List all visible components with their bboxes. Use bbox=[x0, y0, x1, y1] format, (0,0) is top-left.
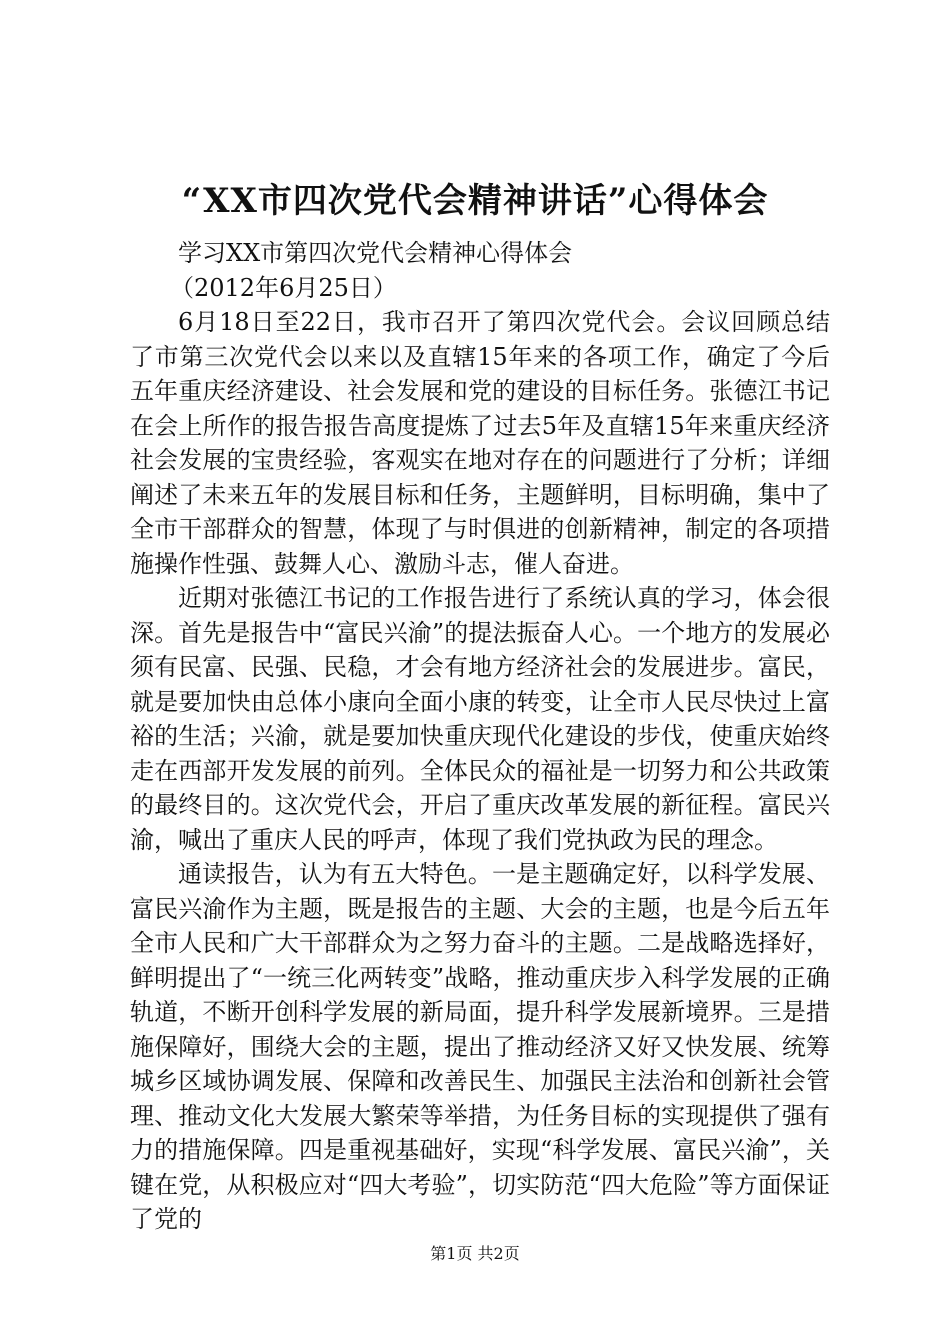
subtitle: 学习XX市第四次党代会精神心得体会 bbox=[178, 239, 573, 267]
paragraph-1: 6月18日至22日，我市召开了第四次党代会。会议回顾总结了市第三次党代会以来以及直辖15年来的各项工作，确定了今后五年重庆经济建设、社会发展和党的建设的目标任务。张德江书记在会上所作的报告报告高度提炼了过去5年及直辖15年来重庆经济社会发展的宝贵经验，客观实在地对存在的问题进行了分析；详细阐述了未来五年的发展目标和任务，主题鲜明，目标明确，集中了全市干部群众的智慧，体现了与时俱进的创新精神，制定的各项措施操作性强、鼓舞人心、激励斗志，催人奋进。 bbox=[130, 308, 830, 578]
paragraph-3: 通读报告，认为有五大特色。一是主题确定好，以科学发展、富民兴渝作为主题，既是报告的主题、大会的主题，也是今后五年全市人民和广大干部群众为之努力奋斗的主题。二是战略选择好，鲜明提出了“一统三化两转变”战略，推动重庆步入科学发展的正确轨道，不断开创科学发展的新局面，提升科学发展新境界。三是措施保障好，围绕大会的主题，提出了推动经济又好又快发展、统筹城乡区域协调发展、保障和改善民生、加强民主法治和创新社会管理、推动文化大发展大繁荣等举措，为任务目标的实现提供了强有力的措施保障。四是重视基础好，实现“科学发展、富民兴渝”，关键在党，从积极应对“四大考验”，切实防范“四大危险”等方面保证了党的 bbox=[130, 860, 830, 1233]
page-number-footer: 第1页 共2页 bbox=[430, 1244, 520, 1263]
document-date: （2012年6月25日） bbox=[170, 273, 397, 302]
document-body bbox=[130, 236, 830, 1237]
paragraph-2: 近期对张德江书记的工作报告进行了系统认真的学习，体会很深。首先是报告中“富民兴渝”的提法振奋人心。一个地方的发展必须有民富、民强、民稳，才会有地方经济社会的发展进步。富民，就是要加快由总体小康向全面小康的转变，让全市人民尽快过上富裕的生活；兴渝，就是要加快重庆现代化建设的步伐，使重庆始终走在西部开发发展的前列。全体民众的福祉是一切努力和公共政策的最终目的。这次党代会，开启了重庆改革发展的新征程。富民兴渝，喊出了重庆人民的呼声，体现了我们党执政为民的理念。 bbox=[130, 584, 830, 854]
page-title: “XX市四次党代会精神讲话”心得体会 bbox=[181, 181, 769, 221]
